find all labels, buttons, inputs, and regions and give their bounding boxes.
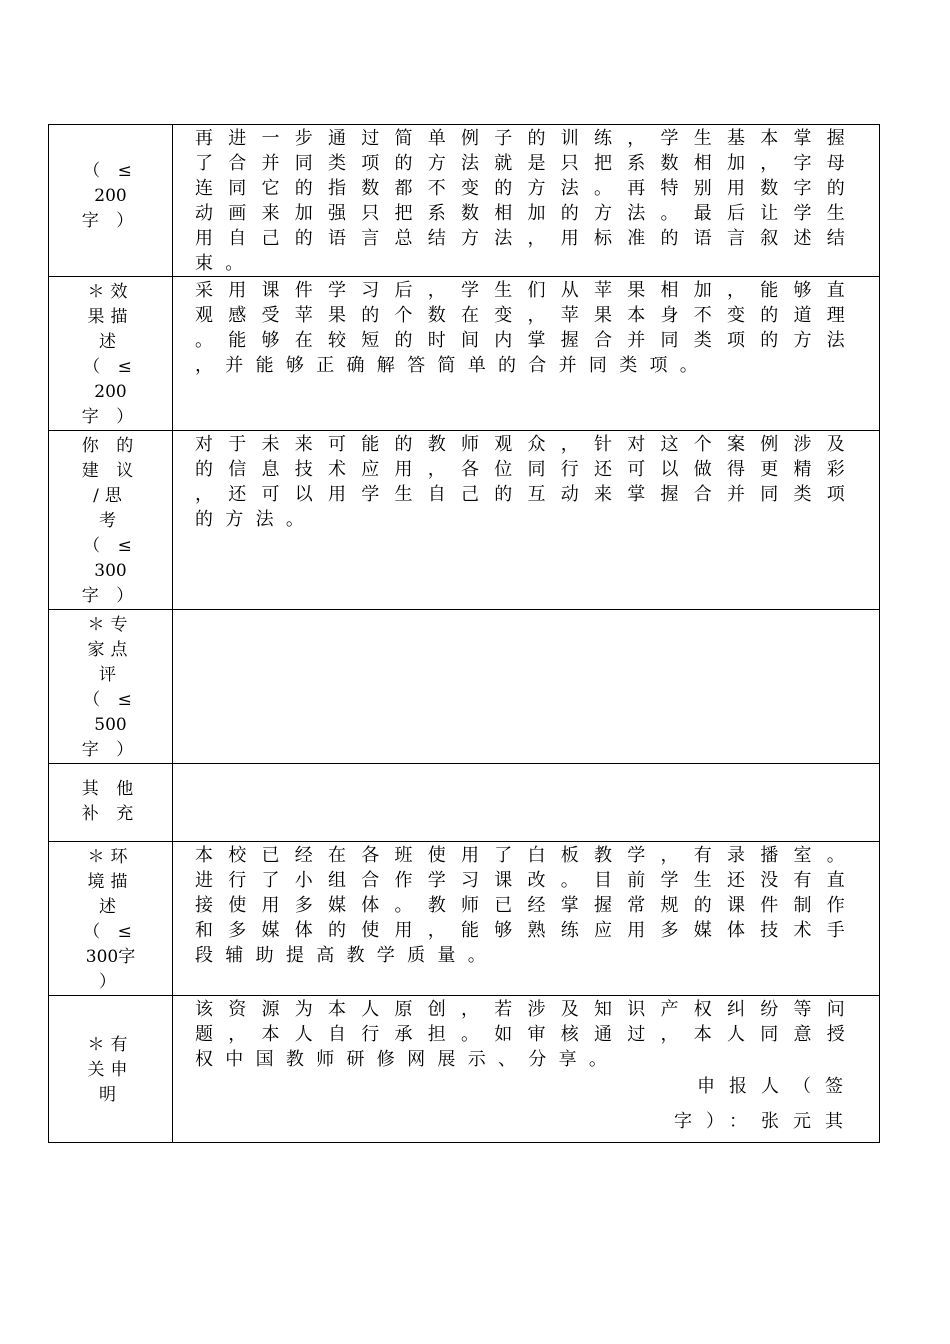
- content-line: 权中国教师研修网展示、分享。: [195, 1049, 620, 1070]
- row-expert-review: [49, 610, 880, 764]
- label-line: 200: [94, 186, 127, 206]
- label-line: 字 ）: [81, 211, 140, 231]
- row-environment-description: [49, 842, 880, 996]
- content-line: 本校已经在各班使用了白板教学，有录播室。: [195, 845, 857, 866]
- label-line: 其 他: [81, 779, 140, 799]
- content-line: 连同它的指数都不变的方法。再特别用数字的: [195, 178, 857, 199]
- label-cell: [49, 277, 173, 431]
- content-cell: [173, 431, 880, 610]
- content-line: 用自己的语言总结方法，用标准的语言叙述结: [195, 228, 857, 249]
- row-effect-description: [49, 277, 880, 431]
- label-line: 300字: [85, 947, 136, 967]
- content-line: ，还可以用学生自己的互动来掌握合并同类项: [195, 484, 857, 505]
- content-line: 动画来加强只把系数相加的方法。最后让学生: [195, 203, 857, 224]
- label-line: 家点: [87, 640, 134, 660]
- row-other-supplement: [49, 764, 880, 842]
- content-line: 的信息技术应用，各位同行还可以做得更精彩: [195, 459, 857, 480]
- content-cell: [173, 996, 880, 1143]
- label-line: 补 充: [81, 804, 140, 824]
- label-line: （ ≤: [83, 690, 138, 710]
- content-cell-empty[interactable]: [173, 764, 880, 842]
- label-line: 境描: [87, 872, 134, 892]
- label-line: ＊有: [87, 1035, 134, 1055]
- row-process-continued: [49, 125, 880, 277]
- label-line: 300: [94, 561, 127, 581]
- label-cell: [49, 125, 173, 277]
- label-line: 建 议: [81, 461, 140, 481]
- label-line: 字 ）: [81, 740, 140, 760]
- label-line: /思: [93, 486, 128, 506]
- label-line: ＊环: [87, 847, 134, 867]
- label-line: 关申: [87, 1060, 134, 1080]
- label-line: （ ≤: [83, 536, 138, 556]
- label-line: 200: [94, 382, 127, 402]
- content-cell-empty[interactable]: [173, 610, 880, 764]
- label-line: 评: [99, 665, 122, 685]
- content-cell: [173, 277, 880, 431]
- content-line: 进行了小组合作学习课改。目前学生还没有直: [195, 870, 857, 891]
- content-line: 的方法。: [195, 509, 317, 530]
- label-line: （ ≤: [83, 161, 138, 181]
- form-table: [48, 124, 880, 1143]
- label-line: 述: [99, 332, 122, 352]
- label-cell: [49, 842, 173, 996]
- content-line: ，并能够正确解答简单的合并同类项。: [195, 355, 711, 376]
- label-line: 述: [99, 897, 122, 917]
- label-line: 字 ）: [81, 586, 140, 606]
- content-line: 对于未来可能的教师观众，针对这个案例涉及: [195, 434, 857, 455]
- label-line: （ ≤: [83, 357, 138, 377]
- label-line: （ ≤: [83, 922, 138, 942]
- label-cell: [49, 610, 173, 764]
- label-line: ）: [99, 972, 122, 992]
- row-suggestions: [49, 431, 880, 610]
- label-cell: [49, 431, 173, 610]
- content-cell: [173, 842, 880, 996]
- label-cell: [49, 764, 173, 842]
- label-line: ＊专: [87, 615, 134, 635]
- content-line: 。能够在较短的时间内掌握合并同类项的方法: [195, 330, 857, 351]
- label-line: 你 的: [81, 436, 140, 456]
- content-line: 采用课件学习后，学生们从苹果相加，能够直: [195, 280, 857, 301]
- label-line: 明: [99, 1085, 122, 1105]
- label-cell: [49, 996, 173, 1143]
- signature-label: 申报人（签: [697, 1076, 857, 1097]
- content-line: 该资源为本人原创，若涉及知识产权纠纷等问: [195, 999, 857, 1020]
- label-line: 考: [99, 511, 122, 531]
- content-line: 段辅助提高教学质量。: [195, 945, 498, 966]
- content-line: 观感受苹果的个数在变，苹果本身不变的道理: [195, 305, 857, 326]
- content-line: 接使用多媒体。教师已经掌握常规的课件制作: [195, 895, 857, 916]
- label-line: 字 ）: [81, 407, 140, 427]
- label-line: 果描: [87, 307, 134, 327]
- row-declaration: [49, 996, 880, 1143]
- content-line: 束。: [195, 253, 256, 274]
- label-line: 500: [94, 715, 127, 735]
- label-line: ＊效: [87, 282, 134, 302]
- content-cell: [173, 125, 880, 277]
- content-line: 再进一步通过简单例子的训练，学生基本掌握: [195, 128, 857, 149]
- content-line: 题，本人自行承担。如审核通过，本人同意授: [195, 1024, 857, 1045]
- content-line: 了合并同类项的方法就是只把系数相加，字母: [195, 153, 857, 174]
- content-line: 和多媒体的使用，能够熟练应用多媒体技术手: [195, 920, 857, 941]
- signature-name: 字）：张元其: [674, 1111, 857, 1132]
